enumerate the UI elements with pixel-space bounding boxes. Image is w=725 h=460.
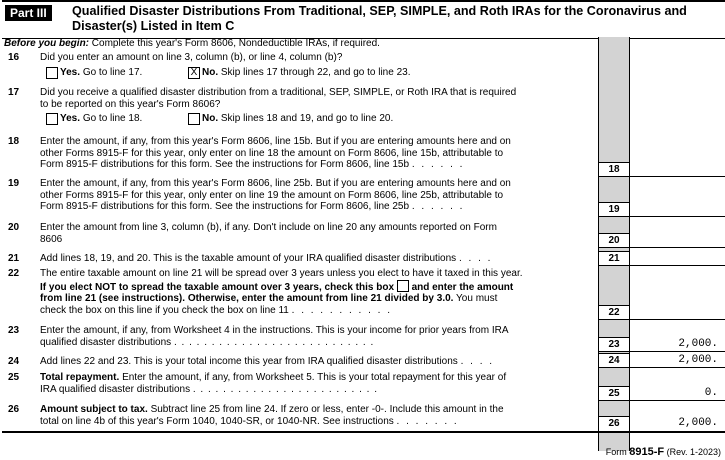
separator [598, 247, 725, 248]
line-17-number: 17 [8, 87, 20, 98]
part-title-line1: Qualified Disaster Distributions From Traditional, SEP, SIMPLE, and Roth IRAs for the Coronavirus and [72, 4, 687, 18]
line-23-text: Enter the amount, if any, from Worksheet 4 in the instructions. This is your income for prior years from IRA qualified disaster distributions . . . . . . . . . . . . . . . . . . . . . . . . . . . [40, 325, 509, 348]
line-25-amount[interactable]: 0. [704, 387, 718, 399]
line-24-amount[interactable]: 2,000. [678, 354, 718, 366]
line-19-number: 19 [8, 178, 20, 189]
separator [598, 400, 725, 401]
bottom-rule [2, 431, 725, 433]
line-16-no-label: No. Skip lines 17 through 22, and go to line 23. [202, 67, 411, 78]
line-19-box: 19 [599, 202, 629, 217]
line-17-no-checkbox[interactable] [188, 113, 200, 125]
form-footer: Form 8915-F (Rev. 1-2023) [605, 446, 721, 458]
separator [598, 216, 725, 217]
line-20-text: Enter the amount from line 3, column (b), if any. Don't include on line 20 any amounts reported on Form 8606 [40, 222, 497, 245]
part-label: Part III [5, 5, 52, 21]
line-26-number: 26 [8, 404, 20, 415]
line-16-number: 16 [8, 52, 20, 63]
line-23-box: 23 [599, 337, 629, 352]
line-16-no-checkbox[interactable]: X [188, 67, 200, 79]
line-22-number: 22 [8, 268, 20, 279]
separator [598, 265, 725, 266]
line-21-text: Add lines 18, 19, and 20. This is the taxable amount of your IRA qualified disaster distributions . . . . [40, 253, 493, 264]
line-22-box: 22 [599, 305, 629, 320]
line-23-amount[interactable]: 2,000. [678, 338, 718, 350]
separator [598, 319, 725, 320]
separator [598, 367, 725, 368]
line-17-yes-label: Yes. Go to line 18. [60, 113, 143, 124]
line-25-number: 25 [8, 372, 20, 383]
line-25-box: 25 [599, 386, 629, 401]
line-24-box: 24 [599, 353, 629, 368]
line-16-text: Did you enter an amount on line 3, column (b), or line 4, column (b)? [40, 52, 343, 63]
line-23-number: 23 [8, 325, 20, 336]
line-16-yes-checkbox[interactable] [46, 67, 58, 79]
line-17-yes-checkbox[interactable] [46, 113, 58, 125]
line-16-yes-label: Yes. Go to line 17. [60, 67, 143, 78]
line-20-box: 20 [599, 233, 629, 248]
part-title-line2: Disaster(s) Listed in Item C [72, 19, 235, 33]
line-22-checkbox[interactable] [397, 280, 409, 292]
line-25-text: Total repayment. Enter the amount, if any, from Worksheet 5. This is your total repayment for this year of IRA qualified disaster distributions . . . . . . . . . . . . . . . . . . . . . . . . . [40, 372, 507, 395]
before-begin: Before you begin: Complete this year's Form 8606, Nondeductible IRAs, if required. [4, 38, 380, 49]
part-header [2, 0, 725, 39]
separator [598, 351, 725, 352]
line-21-number: 21 [8, 253, 20, 264]
line-24-text: Add lines 22 and 23. This is your total income this year from IRA qualified disaster distributions . . . . [40, 356, 495, 367]
line-17-no-label: No. Skip lines 18 and 19, and go to line 20. [202, 113, 394, 124]
line-26-text: Amount subject to tax. Subtract line 25 from line 24. If zero or less, enter -0-. Include this amount in the total on line 4b of this year's Form 1040, 1040-SR, or 1040-NR. See instructions . . . . . . . [40, 404, 504, 427]
line-17-text: Did you receive a qualified disaster distribution from a traditional, SEP, SIMPLE, or Roth IRA that is required to be reported on this year's Form 8606? [40, 87, 517, 110]
line-18-number: 18 [8, 136, 20, 147]
line-20-number: 20 [8, 222, 20, 233]
part-title [72, 4, 722, 34]
line-26-amount[interactable]: 2,000. [678, 417, 718, 429]
line-26-box: 26 [599, 416, 629, 431]
line-21-box: 21 [599, 251, 629, 266]
line-19-text: Enter the amount, if any, from this year's Form 8606, line 25b. But if you are entering amounts here and on other Forms 8915-F for this year, only enter on line 19 the amount on Form 8606, line 25b, attributable to Form 8915-F distributions for this form. See the instructions for Form 8606, line 25b . . . . . . [40, 178, 511, 212]
separator [598, 176, 725, 177]
line-18-text: Enter the amount, if any, from this year's Form 8606, line 15b. But if you are entering amounts here and on other Forms 8915-F for this year, only enter on line 18 the amount on Form 8606, line 15b, attributable to Form 8915-F distributions for this form. See the instructions for Form 8606, line 15b . . . . . . [40, 136, 511, 170]
line-24-number: 24 [8, 356, 20, 367]
line-22-text: The entire taxable amount on line 21 will be spread over 3 years unless you elect to have it taxed in this year. If you elect NOT to spread the taxable amount over 3 years, check this box and enter the amount from line 21 (see instructions). Otherwise, enter the amount from line 21 divided by 3.0. You must check the box on this line if you check the box on line 11 . . . . . . . . . . . [40, 268, 523, 316]
line-18-box: 18 [599, 162, 629, 177]
